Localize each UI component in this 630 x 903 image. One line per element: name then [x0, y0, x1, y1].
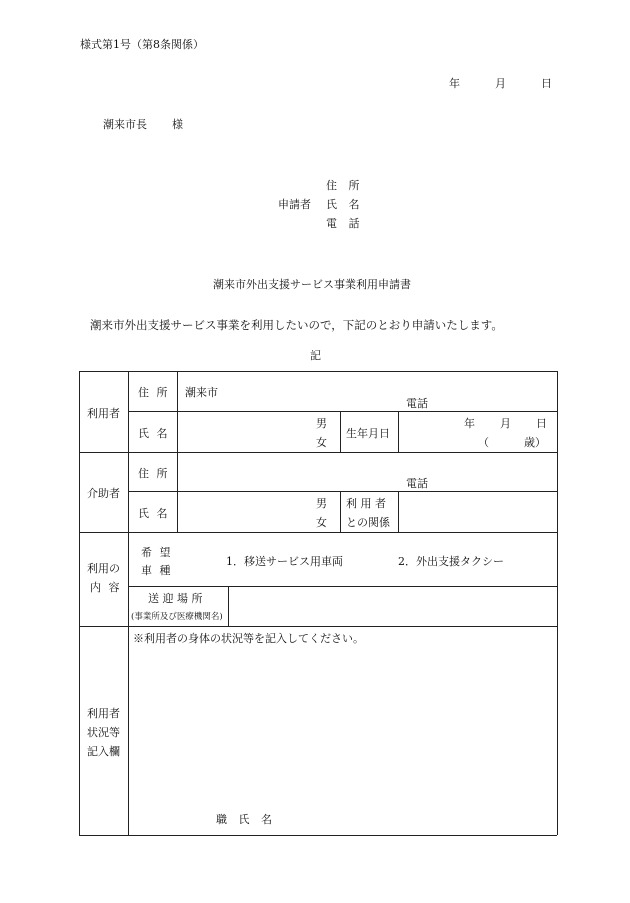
user-age-close: 歳）: [524, 436, 546, 449]
user-name-label: 氏 名: [138, 427, 170, 440]
table-border: [177, 371, 178, 532]
helper-gender-female[interactable]: 女: [316, 516, 327, 529]
condition-section-label-1: 利用者: [87, 707, 120, 720]
helper-name-label: 氏 名: [138, 507, 170, 520]
pickup-label-1: 送 迎 場 所: [148, 592, 203, 605]
user-gender-male[interactable]: 男: [316, 417, 327, 430]
applicant-prefix: 申請者: [278, 198, 311, 211]
body-text: 潮来市外出支援サービス事業を利用したいので，下記のとおり申請いたします。: [90, 318, 503, 332]
ki-label: 記: [310, 349, 321, 362]
user-age-open: （: [478, 436, 489, 449]
table-border: [340, 491, 341, 532]
table-border: [228, 586, 229, 626]
table-border: [128, 491, 557, 492]
pickup-label-2: (事業所及び医療機関名): [131, 612, 223, 622]
user-address-label: 住 所: [138, 386, 170, 399]
helper-relation-label-1: 利 用 者: [346, 497, 386, 510]
user-birth-day: 日: [536, 417, 547, 430]
user-section-label: 利用者: [87, 407, 120, 420]
applicant-phone-label: 電 話: [326, 217, 364, 230]
vehicle-label-2: 車 種: [141, 564, 173, 577]
staff-name-label: 職 氏 名: [216, 813, 276, 826]
helper-relation-label-2: との関係: [346, 516, 390, 529]
table-border: [398, 491, 399, 532]
table-border: [79, 835, 557, 836]
vehicle-option-transport[interactable]: 1．移送サービス用車両: [226, 555, 343, 568]
form-number: 様式第1号（第8条関係）: [80, 38, 204, 51]
helper-gender-male[interactable]: 男: [316, 497, 327, 510]
date-month-label: 月: [495, 77, 506, 90]
usage-section-label-2: 内 容: [90, 581, 122, 594]
helper-address-label: 住 所: [138, 467, 170, 480]
table-border: [557, 371, 558, 835]
condition-note: ※利用者の身体の状況等を記入してください。: [133, 632, 364, 645]
user-gender-female[interactable]: 女: [316, 436, 327, 449]
vehicle-option-taxi[interactable]: 2．外出支援タクシー: [398, 555, 504, 568]
document-title: 潮来市外出支援サービス事業利用申請書: [213, 278, 411, 291]
table-border: [340, 411, 341, 452]
table-border: [128, 411, 557, 412]
condition-section-label-3: 記入欄: [87, 745, 120, 758]
table-border: [79, 452, 557, 453]
applicant-name-label: 氏 名: [326, 198, 364, 211]
table-border: [398, 411, 399, 452]
addressee-name: 潮来市長: [103, 118, 147, 131]
vehicle-label-1: 希 望: [141, 546, 173, 559]
helper-phone-label: 電話: [406, 477, 428, 490]
user-birth-year: 年: [464, 417, 475, 430]
table-border: [79, 371, 557, 372]
date-year-label: 年: [449, 77, 460, 90]
table-border: [128, 371, 129, 835]
helper-section-label: 介助者: [87, 487, 120, 500]
user-birth-month: 月: [500, 417, 511, 430]
user-birth-label: 生年月日: [346, 427, 390, 440]
usage-section-label-1: 利用の: [87, 562, 120, 575]
table-border: [79, 626, 557, 627]
applicant-address-label: 住 所: [326, 179, 364, 192]
table-border: [128, 586, 557, 587]
addressee-honorific: 様: [172, 118, 183, 131]
user-address-value[interactable]: 潮来市: [185, 386, 218, 399]
date-day-label: 日: [541, 77, 552, 90]
table-border: [79, 371, 80, 835]
table-border: [79, 532, 557, 533]
condition-section-label-2: 状況等: [87, 726, 120, 739]
user-phone-label: 電話: [406, 397, 428, 410]
